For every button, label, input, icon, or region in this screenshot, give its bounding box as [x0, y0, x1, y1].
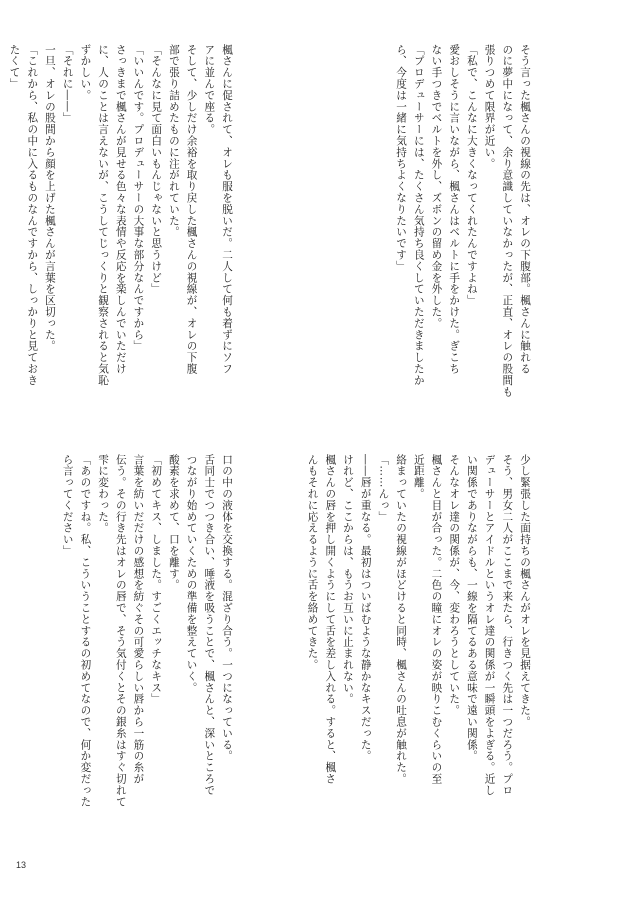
text-line: たくて」 — [8, 44, 21, 90]
text-line: んもそれに応えるように舌を絡めてきた。 — [306, 454, 319, 671]
text-line: 「これから、私の中に入るものなんですから、しっかりと見ておき — [26, 44, 39, 386]
text-line: そう、男女二人がここまで来たら、行きつく先は一つだろう。プロ — [501, 454, 514, 796]
text-line: 口の中の液体を交換する。混ざり合う。一つになっている。 — [221, 454, 233, 762]
text-line: 「初めてキス、しました。すごくエッチなキス」 — [150, 454, 163, 705]
text-line: ――唇が重なる。最初はついばむような静かなキスだった。 — [359, 454, 372, 762]
text-line: けれど、ここからは、もうお互いに止まれない。 — [341, 454, 354, 705]
text-line: 「……んっ」 — [377, 454, 390, 523]
text-line: に、人のことは言えないが、こうしてじっくりと観察されると気恥 — [97, 44, 110, 386]
text-line: 「そんなに見て面白いもんじゃないと思うけど」 — [150, 44, 163, 295]
text-line: 「それに――」 — [61, 44, 74, 124]
text-line: そう言った楓さんの視線の先は、オレの下腹部。楓さんに触れる — [519, 44, 531, 375]
text-line: 舌同士でつつき合い、唾液を吸うことで、楓さんと、深いところで — [203, 454, 216, 796]
text-line: ら、今度は一緒に気持ちよくなりたいです」 — [395, 44, 408, 272]
text-line: 絡まっていたの視線がほどけると同時、楓さんの吐息が触れた。 — [395, 454, 408, 785]
text-block-top-left — [5, 44, 235, 404]
text-line: 一旦、オレの股間から顔を上げた楓さんが言葉を区切った。 — [43, 44, 56, 352]
page-number: 13 — [16, 860, 27, 870]
text-line: 少し緊張した面持ちの楓さんがオレを見据えてきた。 — [519, 454, 531, 728]
text-line: つながり始めていくための準備を整えていく。 — [185, 454, 198, 694]
text-line: 酸素を求めて、口を離す。 — [167, 454, 180, 591]
text-line: 楓さんに促されて、オレも服を脱いだ。二人して何も着ずにソフ — [221, 44, 233, 375]
text-line: さっきまで楓さんが見せる色々な表情や反応を楽しんでいただけ — [114, 44, 127, 375]
text-line: 伝う。その行き先はオレの唇で、そう気付くとその銀糸はすぐ切れて — [114, 454, 127, 808]
text-line: 楓さんの唇を押し開くようにして舌を差し入れる。すると、楓さ — [324, 454, 337, 785]
text-line: 雫に変わった。 — [97, 454, 110, 534]
text-line: そんなオレ達の関係が、今、変わろうとしていた。 — [448, 454, 461, 717]
text-line: ない手つきでベルトを外し、ズボンの留め金を外した。 — [430, 44, 443, 329]
text-line: い関係でありながらも、一線を隔てるある意味で遠い関係。 — [465, 454, 478, 762]
text-line: 言葉を紡いだだけの感想を紡ぐその可愛らしい唇から一筋の糸が — [132, 454, 145, 785]
text-block-top-right — [391, 44, 533, 404]
text-line: デューサーとアイドルというオレ達の関係が一瞬頭をよぎる。近し — [483, 454, 496, 796]
text-line: のに夢中になって、余り意識していなかったが、正直、オレの股間も — [501, 44, 514, 398]
text-line: 部で張り詰めたものに注がれていた。 — [167, 44, 180, 238]
text-line: そして、少しだけ余裕を取り戻した楓さんの視線が、オレの下腹 — [185, 44, 198, 375]
text-line: 「プロデューサーには、たくさん気持ち良くしていただきましたか — [412, 44, 425, 386]
text-line: ずかしい。 — [79, 44, 92, 101]
text-line: 「あのですね。私、こういうことするの初めてなので、何か変だった — [79, 454, 92, 808]
text-line: アに並んで座る。 — [203, 44, 216, 136]
text-block-bottom-left — [58, 454, 235, 814]
text-line: 「私で、こんなに大きくなってくれたんですよね」 — [465, 44, 478, 307]
text-line: 楓さんと目が合った。二色の瞳にオレの姿が映りこむくらいの至 — [430, 454, 443, 785]
text-line: 張りつめて限界が近い。 — [483, 44, 496, 170]
text-line: 近距離。 — [412, 454, 425, 500]
text-line: ら言ってください」 — [61, 454, 74, 557]
text-block-bottom-right — [303, 454, 533, 814]
text-line: 愛おしそうに言いながら、楓さんはベルトに手をかけた。ぎこち — [448, 44, 461, 375]
text-line: 「いいんです。プロデューサーの大事な部分なんですから」 — [132, 44, 145, 352]
